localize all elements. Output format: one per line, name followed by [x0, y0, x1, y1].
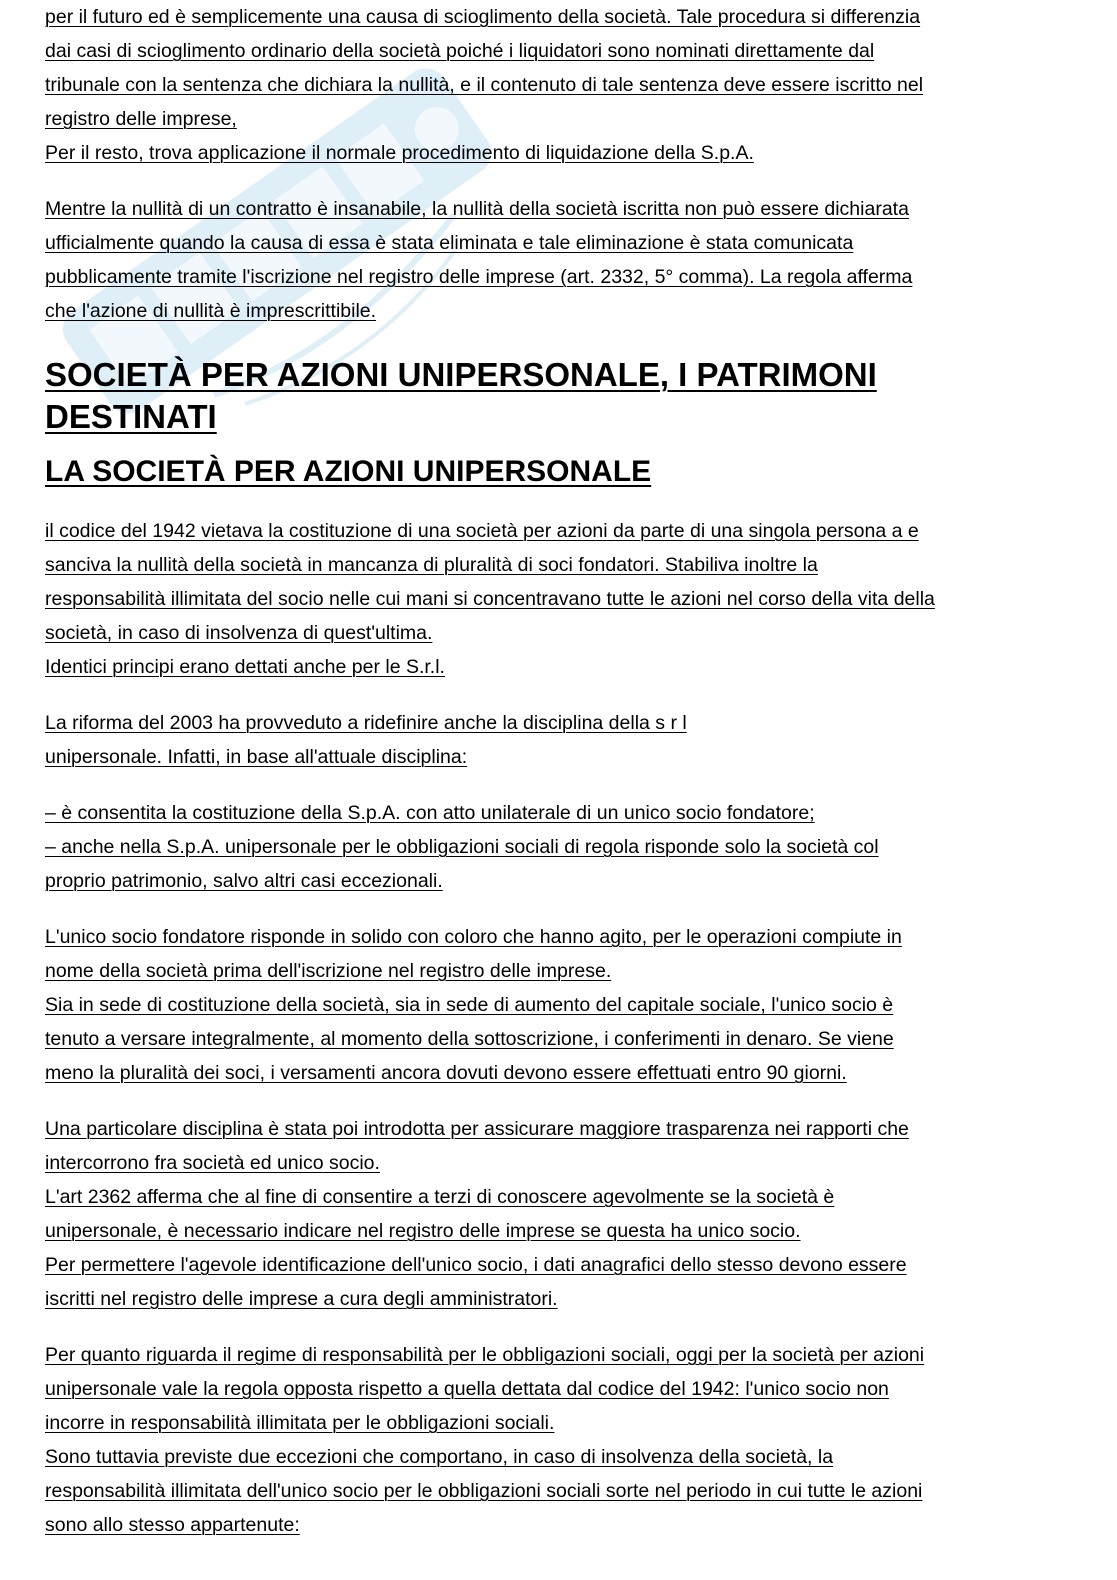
section-heading [45, 354, 1075, 438]
text-line: il codice del 1942 vietava la costituzione di una società per azioni da parte di una singola persona a e [45, 520, 919, 542]
text-line: tribunale con la sentenza che dichiara la nullità, e il contenuto di tale sentenza deve essere iscritto nel [45, 74, 924, 96]
text-line: L'unico socio fondatore risponde in solido con coloro che hanno agito, per le operazioni compiute in [45, 926, 902, 948]
text-line: Per permettere l'agevole identificazione dell'unico socio, i dati anagrafici dello stesso devono essere [45, 1254, 907, 1276]
text-line: incorre in responsabilità illimitata per le obbligazioni sociali. [45, 1412, 555, 1434]
text-line: Per il resto, trova applicazione il normale procedimento di liquidazione della S.p.A. [45, 142, 754, 164]
text-line: intercorrono fra società ed unico socio. [45, 1152, 380, 1174]
text-line: meno la pluralità dei soci, i versamenti ancora dovuti devono essere effettuati entro 90 giorni. [45, 1062, 847, 1084]
list-item: – anche nella S.p.A. unipersonale per le obbligazioni sociali di regola risponde solo la società col [45, 836, 879, 858]
text-line: Sia in sede di costituzione della società, sia in sede di aumento del capitale sociale, l'unico socio è [45, 994, 894, 1016]
text-line: La riforma del 2003 ha provveduto a ridefinire anche la disciplina della s r l [45, 712, 687, 734]
text-line: responsabilità illimitata del socio nelle cui mani si concentravano tutte le azioni nel corso della vita della [45, 588, 935, 610]
subsection-heading [45, 452, 1075, 492]
text-line: registro delle imprese, [45, 108, 237, 130]
text-line: unipersonale, è necessario indicare nel registro delle imprese se questa ha unico socio. [45, 1220, 801, 1242]
text-line: Identici principi erano dettati anche per le S.r.l. [45, 656, 445, 678]
text-line: tenuto a versare integralmente, al momento della sottoscrizione, i conferimenti in denaro. Se viene [45, 1028, 894, 1050]
paragraph-transparency [45, 1112, 1075, 1316]
text-line: ufficialmente quando la causa di essa è stata eliminata e tale eliminazione è stata comunicata [45, 232, 854, 254]
text-line: unipersonale. Infatti, in base all'attuale disciplina: [45, 746, 468, 768]
list-item: – è consentita la costituzione della S.p.A. con atto unilaterale di un unico socio fondatore; [45, 802, 815, 824]
paragraph-sole-founder [45, 920, 1075, 1090]
text-line: Per quanto riguarda il regime di responsabilità per le obbligazioni sociali, oggi per la società per azioni [45, 1344, 925, 1366]
text-line: sono allo stesso appartenute: [45, 1514, 300, 1536]
text-line: Una particolare disciplina è stata poi introdotta per assicurare maggiore trasparenza nei rapporti che [45, 1118, 909, 1140]
paragraph-reform-2003 [45, 706, 1075, 774]
text-line: che l'azione di nullità è imprescrittibile. [45, 300, 377, 322]
document-body [45, 0, 1075, 1542]
text-line: nome della società prima dell'iscrizione nel registro delle imprese. [45, 960, 612, 982]
heading-line: DESTINATI [45, 398, 217, 435]
text-line: per il futuro ed è semplicemente una causa di scioglimento della società. Tale procedura si differenzia [45, 6, 921, 28]
text-line: dai casi di scioglimento ordinario della società poiché i liquidatori sono nominati direttamente dal [45, 40, 875, 62]
text-line: pubblicamente tramite l'iscrizione nel registro delle imprese (art. 2332, 5° comma). La regola afferma [45, 266, 913, 288]
text-line: proprio patrimonio, salvo altri casi eccezionali. [45, 870, 443, 892]
text-line: Sono tuttavia previste due eccezioni che comportano, in caso di insolvenza della società, la [45, 1446, 834, 1468]
paragraph-liquidation [45, 0, 1075, 170]
text-line: società, in caso di insolvenza di quest'ultima. [45, 622, 433, 644]
paragraph-nullity [45, 192, 1075, 328]
heading-line: SOCIETÀ PER AZIONI UNIPERSONALE, I PATRIMONI [45, 356, 877, 393]
text-line: Mentre la nullità di un contratto è insanabile, la nullità della società iscritta non può essere dichiarata [45, 198, 909, 220]
text-line: L'art 2362 afferma che al fine di consentire a terzi di conoscere agevolmente se la società è [45, 1186, 835, 1208]
text-line: responsabilità illimitata dell'unico socio per le obbligazioni sociali sorte nel periodo in cui tutte le azioni [45, 1480, 923, 1502]
subheading-text: LA SOCIETÀ PER AZIONI UNIPERSONALE [45, 455, 652, 488]
text-line: unipersonale vale la regola opposta rispetto a quella dettata dal codice del 1942: l'unico socio non [45, 1378, 889, 1400]
paragraph-liability [45, 1338, 1075, 1542]
paragraph-code-1942 [45, 514, 1075, 684]
text-line: iscritti nel registro delle imprese a cura degli amministratori. [45, 1288, 558, 1310]
paragraph-list [45, 796, 1075, 898]
text-line: sanciva la nullità della società in mancanza di pluralità di soci fondatori. Stabiliva inoltre la [45, 554, 818, 576]
